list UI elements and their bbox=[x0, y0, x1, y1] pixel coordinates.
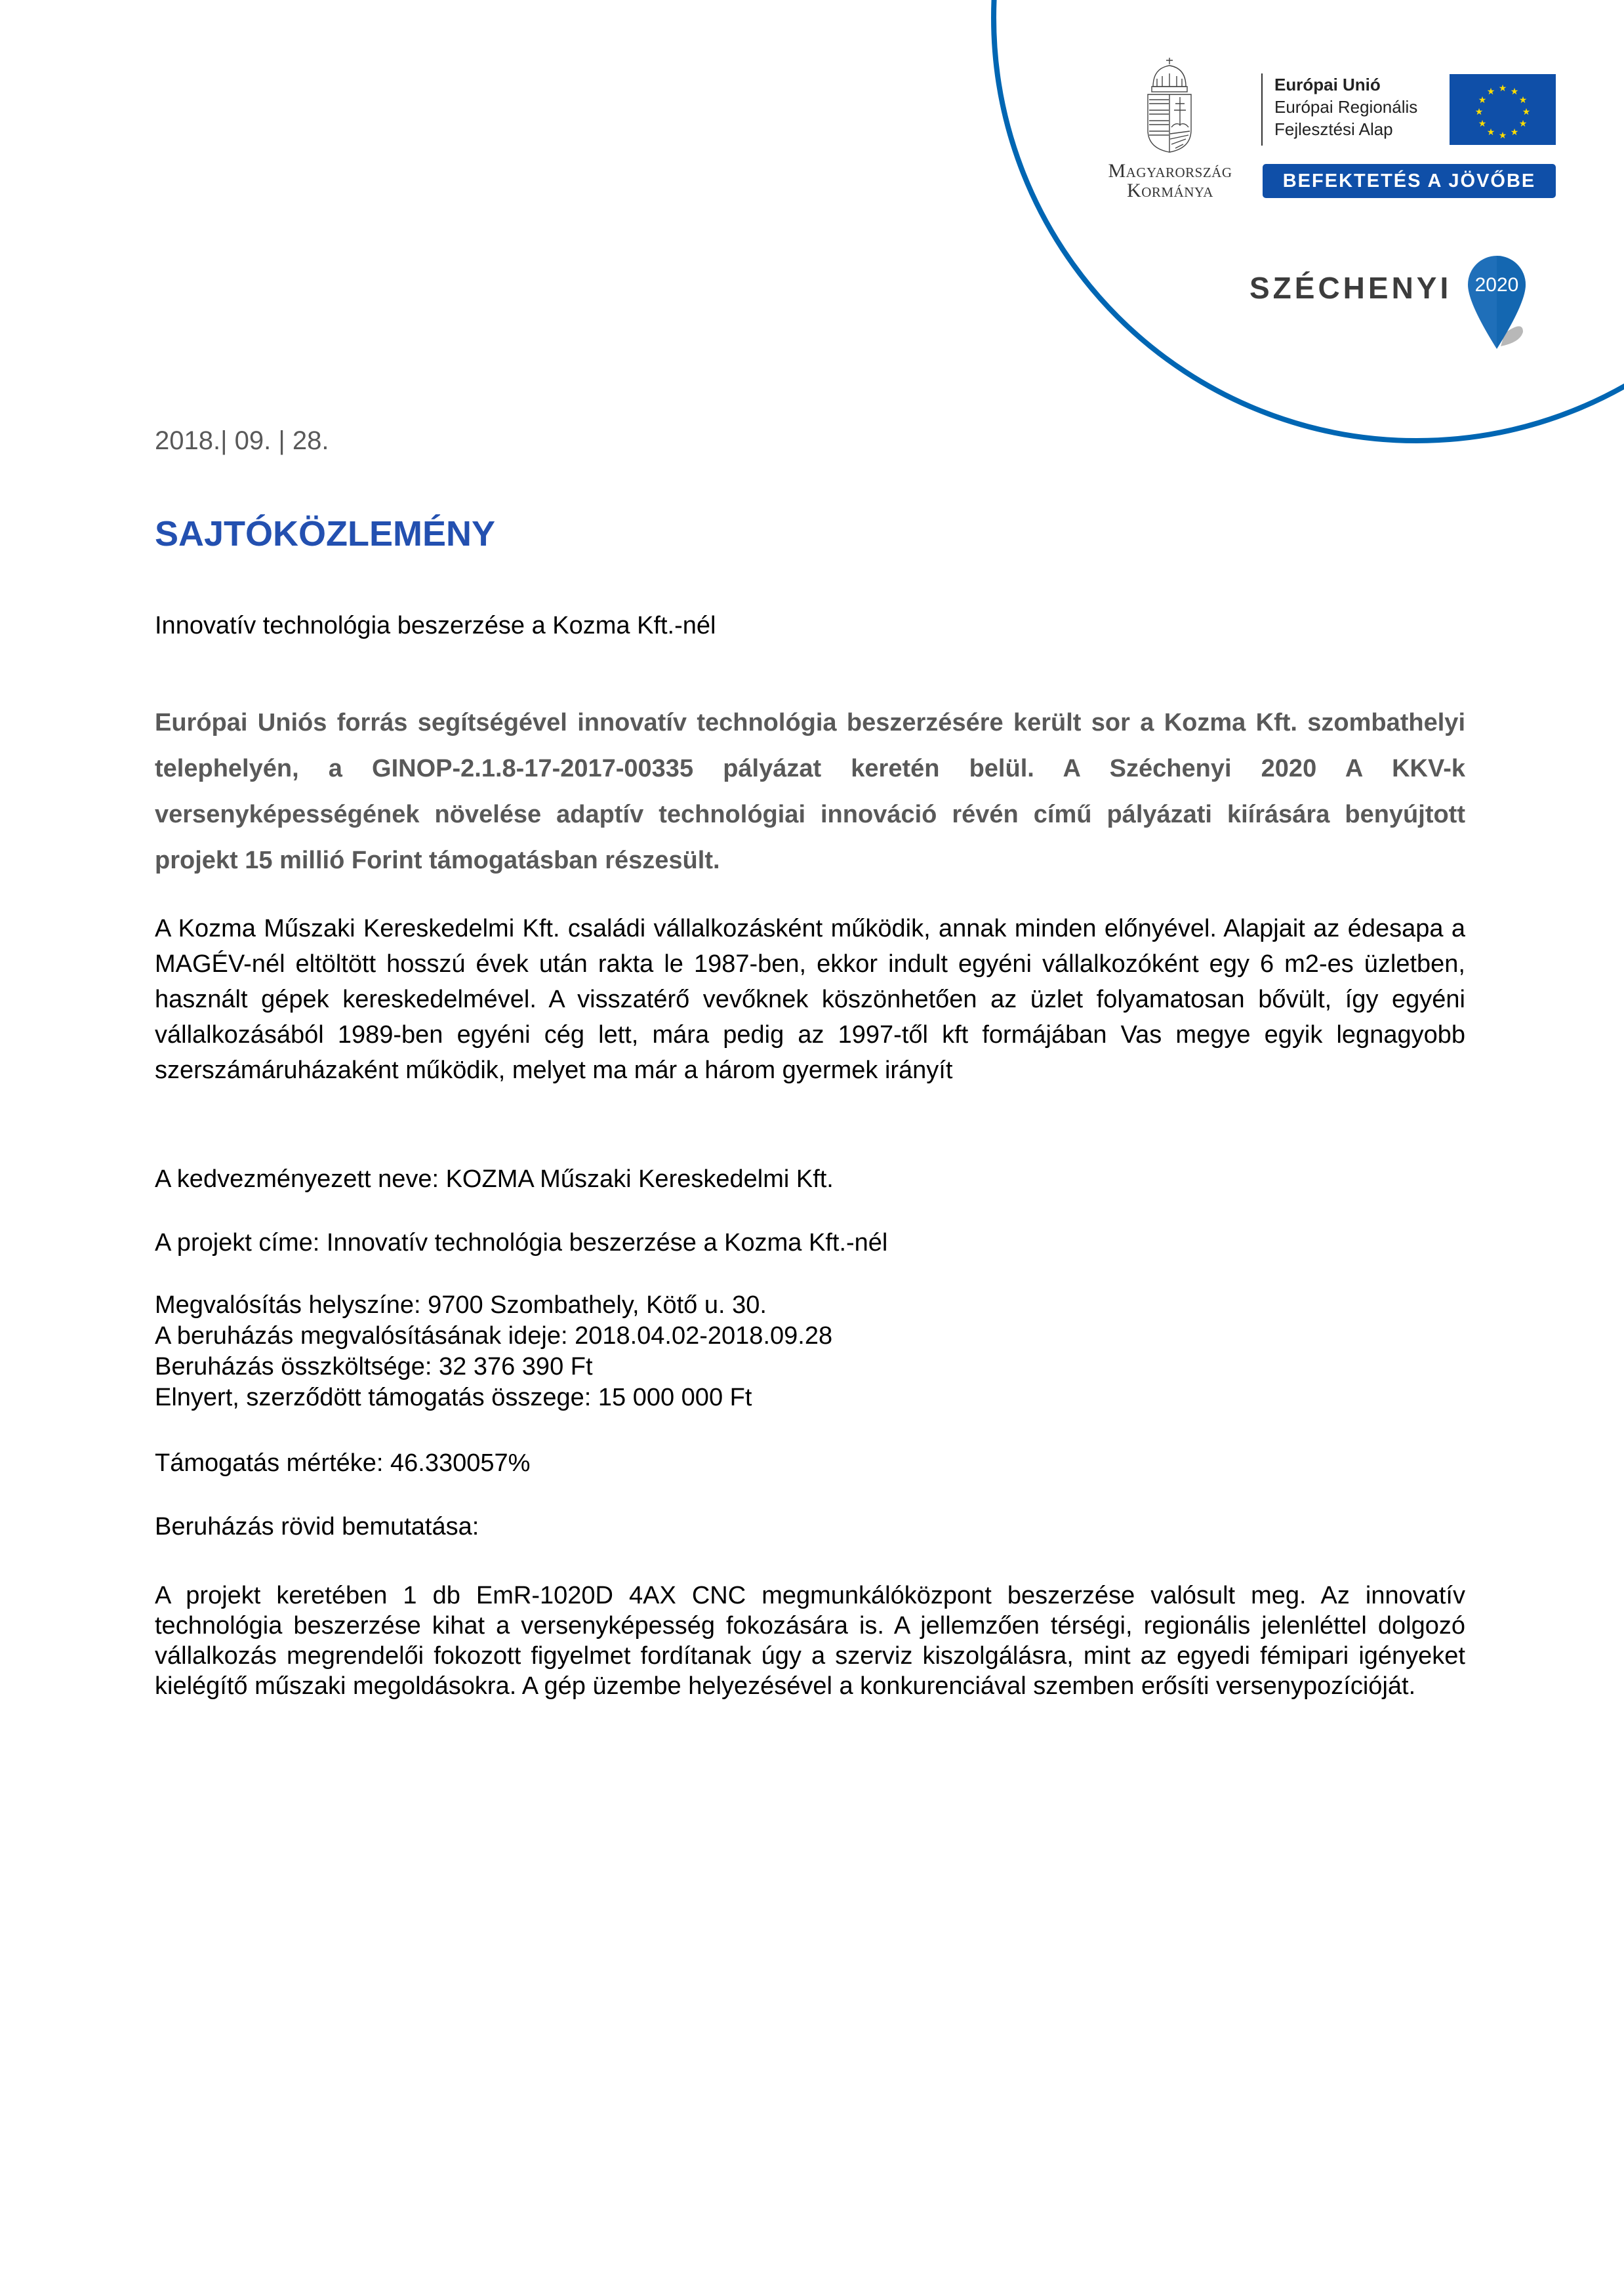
project-location: Megvalósítás helyszíne: 9700 Szombathely, Kötő u. 30. bbox=[155, 1291, 767, 1319]
release-subtitle: Innovatív technológia beszerzése a Kozma Kft.-nél bbox=[155, 612, 716, 639]
svg-text:★: ★ bbox=[1486, 87, 1495, 97]
release-date: 2018.| 09. | 28. bbox=[155, 426, 329, 455]
project-grant-amount: Elnyert, szerződött támogatás összege: 15 000 000 Ft bbox=[155, 1384, 752, 1411]
project-title: A projekt címe: Innovatív technológia beszerzése a Kozma Kft.-nél bbox=[155, 1229, 888, 1257]
investment-description: A projekt keretében 1 db EmR-1020D 4AX CNC megmunkálóközpont beszerzése valósult meg. Az innovatív technológia beszerzése kihat a versenyképesség fokozására is. A jellemzően térségi, regionális jelenléttel dolgozó vállalkozás megrendelői fokozott figyelmet fordítanak úgy a szerviz kiszolgálásra, mint az egyedi fémipari igényeket kielégítő műszaki megoldásokra. A gép üzembe helyezésével a konkurenciával szemben erősíti versenypozícióját. bbox=[155, 1582, 1465, 1700]
page-title: SAJTÓKÖZLEMÉNY bbox=[155, 514, 496, 554]
eu-fund-line1: Európai Regionális bbox=[1274, 97, 1418, 117]
svg-text:★: ★ bbox=[1518, 95, 1528, 106]
hungarian-coat-of-arms-icon bbox=[1143, 56, 1196, 155]
government-name-line1: Magyarország bbox=[1108, 160, 1232, 182]
szechenyi-wordmark: SZÉCHENYI bbox=[1249, 271, 1452, 305]
svg-text:★: ★ bbox=[1498, 83, 1507, 94]
eu-flag-icon bbox=[1450, 74, 1556, 145]
eu-fund-line2: Fejlesztési Alap bbox=[1274, 119, 1393, 139]
beneficiary-name: A kedvezményezett neve: KOZMA Műszaki Kereskedelmi Kft. bbox=[155, 1165, 834, 1193]
svg-text:★: ★ bbox=[1510, 127, 1519, 138]
svg-text:★: ★ bbox=[1498, 131, 1507, 141]
description-label: Beruházás rövid bemutatása: bbox=[155, 1513, 479, 1541]
svg-text:2020: 2020 bbox=[1474, 274, 1519, 296]
svg-text:★: ★ bbox=[1486, 127, 1495, 138]
government-name-line2: Kormánya bbox=[1127, 180, 1213, 201]
project-details bbox=[155, 1290, 1465, 1413]
project-period: A beruházás megvalósításának ideje: 2018.04.02-2018.09.28 bbox=[155, 1322, 833, 1350]
investment-banner: BEFEKTETÉS A JÖVŐBE bbox=[1263, 164, 1556, 198]
svg-text:★: ★ bbox=[1518, 119, 1528, 129]
svg-text:★: ★ bbox=[1510, 87, 1519, 97]
decorative-arc bbox=[0, 0, 1624, 459]
svg-text:★: ★ bbox=[1522, 107, 1531, 117]
eu-title: Európai Unió bbox=[1274, 75, 1381, 94]
location-pin-icon bbox=[1467, 254, 1527, 353]
svg-text:★: ★ bbox=[1474, 107, 1484, 117]
company-intro-paragraph: A Kozma Műszaki Kereskedelmi Kft. családi vállalkozásként működik, annak minden előnyével. Alapjait az édesapa a MAGÉV-nél eltöltött hosszú évek után rakta le 1987-ben, ekkor indult egyéni vállalkozóként egy 6 m2-es üzletben, használt gépek kereskedelmével. A visszatérő vevőknek köszönhetően az üzlet folyamatosan bővült, így egyéni vállalkozásából 1989-ben egyéni cég lett, mára pedig az 1997-től kft formájában Vas megye egyik legnagyobb szerszámáruházaként működik, melyet ma már a három gyermek irányít bbox=[155, 915, 1465, 1084]
project-total-cost: Beruházás összköltsége: 32 376 390 Ft bbox=[155, 1353, 593, 1380]
support-rate: Támogatás mértéke: 46.330057% bbox=[155, 1449, 531, 1477]
svg-text:★: ★ bbox=[1478, 95, 1487, 106]
logo-divider bbox=[1261, 73, 1263, 146]
svg-text:★: ★ bbox=[1478, 119, 1487, 129]
lead-paragraph: Európai Uniós forrás segítségével innovatív technológia beszerzésére került sor a Kozma Kft. szombathelyi telephelyén, a GINOP-2.1.8-17-2017-00335 pályázat keretén belül. A Széchenyi 2020 A KKV-k versenyképességének növelése adaptív technológiai innováció révén című pályázati kiírására benyújtott projekt 15 millió Forint támogatásban részesült. bbox=[155, 709, 1465, 874]
